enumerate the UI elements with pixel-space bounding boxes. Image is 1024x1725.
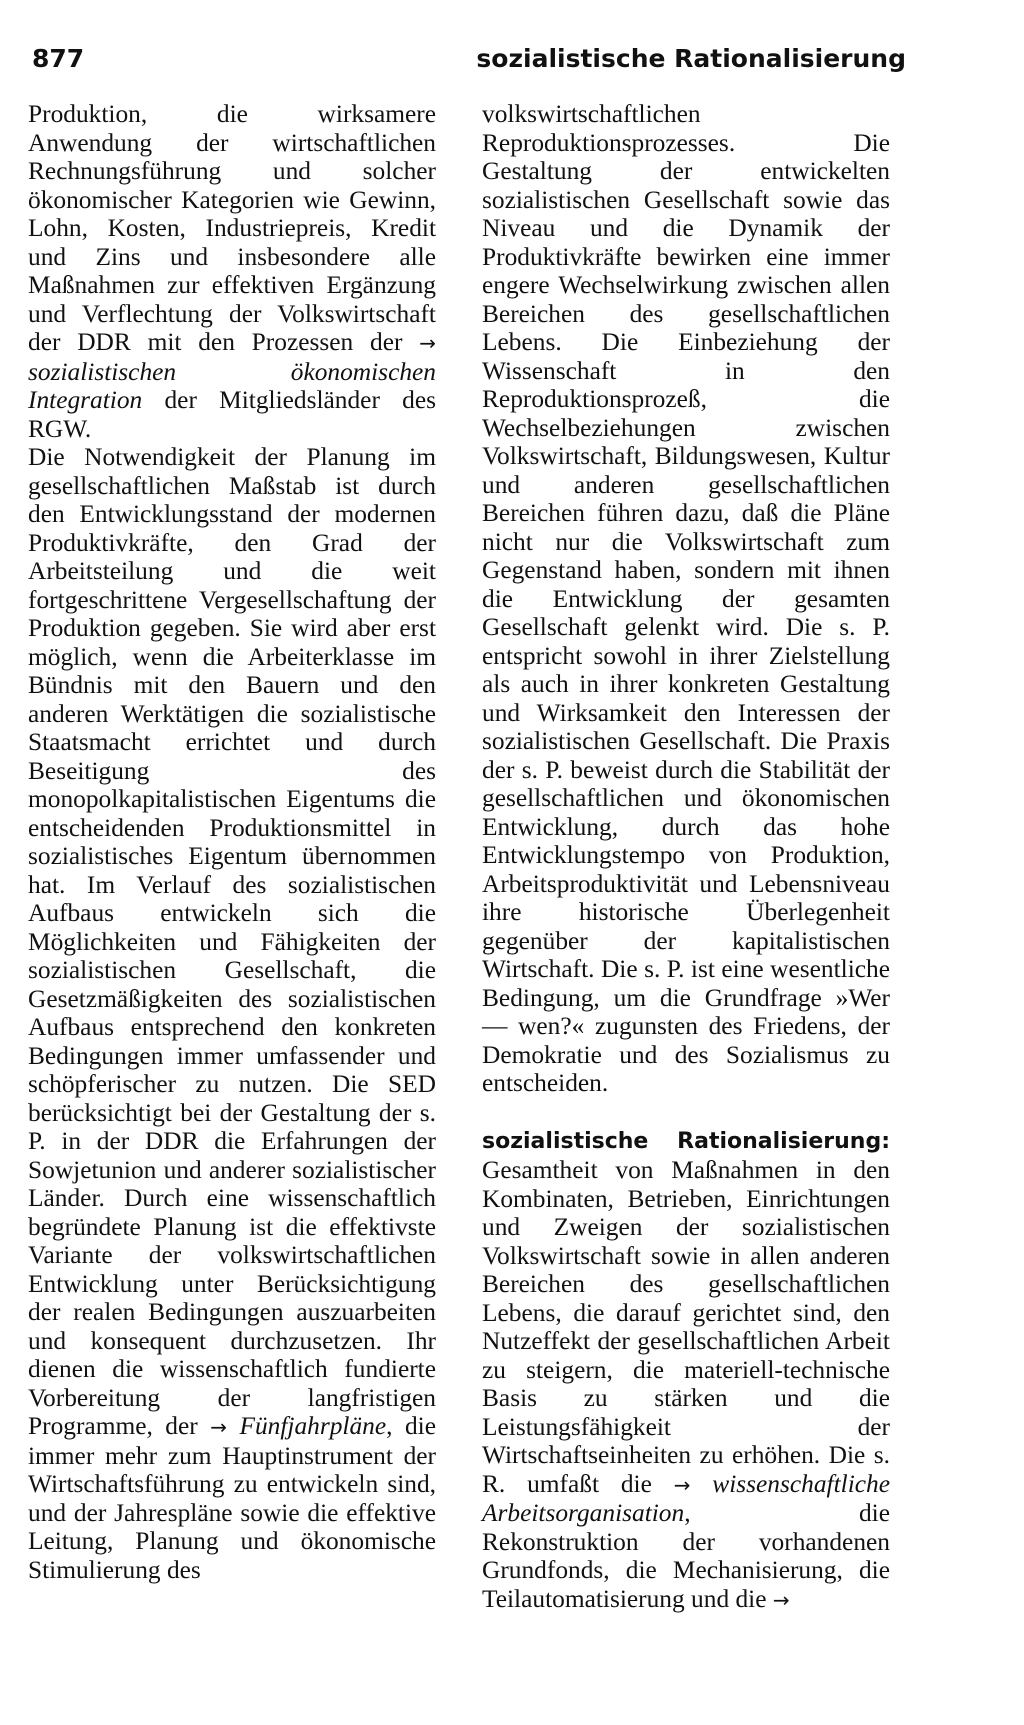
cross-reference-link[interactable]: wissenschaftliche Arbeitsorganisation xyxy=(482,1469,890,1527)
entry-text-continued: , die Rekonstruktion der vorhandenen Grundfonds, die Mechanisierung, die Teilautomatisierung und die xyxy=(482,1499,890,1613)
page-number: 877 xyxy=(32,44,85,73)
cross-reference-arrow-icon: → xyxy=(673,1472,691,1497)
left-p2-text: Die Notwendigkeit der Planung im gesellschaftlichen Maßstab ist durch den Entwicklungsstand der modernen Produktivkräfte, den Grad der Arbeitsteilung und die weit fortgeschrittene Vergesellschaftung der Produktion gegeben. Sie wird aber erst möglich, wenn die Arbeiterklasse im Bündnis mit den Bauern und den anderen Werktätigen die sozialistische Staatsmacht errichtet und durch Beseitigung des monopolkapitalistischen Eigentums die entscheidenden Produktionsmittel in sozialistisches Eigentum übernommen hat. Im Verlauf des sozialistischen Aufbaus entwickeln sich die Möglichkeiten und Fähigkeiten der sozialistischen Gesellschaft, die Gesetzmäßigkeiten des sozialistischen Aufbaus entsprechend den konkreten Bedingungen immer umfassender und schöpferischer zu nutzen. Die SED berücksichtigt bei der Gestaltung der s. P. in der DDR die Erfahrungen der Sowjetunion und anderer sozialistischer Länder. Durch eine wissenschaftlich begründete Planung ist die effektivste Variante der volkswirtschaftlichen Entwicklung unter Berücksichtigung der realen Bedingungen auszuarbeiten und konsequent durchzusetzen. Ihr dienen die wissenschaftlich fundierte Vorbereitung der langfristigen Programme, der xyxy=(28,443,436,1440)
entry-headword: sozialistische Rationalisierung: xyxy=(482,1128,890,1154)
running-title: sozialistische Rationalisierung xyxy=(476,44,906,73)
left-column xyxy=(28,100,436,1584)
left-paragraph-2 xyxy=(28,443,436,1584)
dictionary-entry xyxy=(482,1126,890,1615)
left-p1-text: Produktion, die wirksamere Anwendung der wirtschaftlichen Rechnungsführung und solcher ökonomischer Kategorien wie Gewinn, Lohn, Kosten, Industriepreis, Kredit und Zins und insbesondere alle Maßnahmen zur effektiven Ergänzung und Verflechtung der Volkswirtschaft der DDR mit den Prozessen der xyxy=(28,100,436,356)
cross-reference-link[interactable]: sozialistischen ökonomischen Integration xyxy=(28,357,436,414)
cross-reference-link[interactable]: Fünfjahrpläne xyxy=(239,1412,387,1440)
entry-separator xyxy=(482,1098,890,1126)
left-paragraph-1 xyxy=(28,100,436,443)
entry-text: Gesamtheit von Maßnahmen in den Kombinaten, Betrieben, Einrichtungen und Zweigen der sozialistischen Volkswirtschaft sowie in allen anderen Bereichen des gesellschaftlichen Lebens, die darauf gerichtet sind, den Nutzeffekt der gesellschaftlichen Arbeit zu steigern, die materiell-technische Basis zu stärken und die Leistungsfähigkeit der Wirtschaftseinheiten zu erhöhen. Die s. R. umfaßt die xyxy=(482,1156,890,1498)
cross-reference-arrow-icon: → xyxy=(210,1415,227,1439)
left-p2-tail: , die immer mehr zum Hauptinstrument der Wirtschaftsführung zu entwickeln sind, und der Jahrespläne sowie die effektive Leitung, Planung und ökonomische Stimulierung des xyxy=(28,1412,436,1584)
right-column xyxy=(482,100,890,1614)
cross-reference-arrow-icon: → xyxy=(772,1587,790,1612)
right-paragraph-1: volkswirtschaftlichen Reproduktionsprozesses. Die Gestaltung der entwickelten sozialistischen Gesellschaft sowie das Niveau und die Dynamik der Produktivkräfte bewirken eine immer engere Wechselwirkung zwischen allen Bereichen des gesellschaftlichen Lebens. Die Einbeziehung der Wissenschaft in den Reproduktionsprozeß, die Wechselbeziehungen zwischen Volkswirtschaft, Bildungswesen, Kultur und anderen gesellschaftlichen Bereichen führen dazu, daß die Pläne nicht nur die Volkswirtschaft zum Gegenstand haben, sondern mit ihnen die Entwicklung der gesamten Gesellschaft gelenkt wird. Die s. P. entspricht sowohl in ihrer Zielstellung als auch in ihrer konkreten Gestaltung und Wirksamkeit den Interessen der sozialistischen Gesellschaft. Die Praxis der s. P. beweist durch die Stabilität der gesellschaftlichen und ökonomischen Entwicklung, durch das hohe Entwicklungstempo von Produktion, Arbeitsproduktivität und Lebensniveau ihre historische Überlegenheit gegenüber der kapitalistischen Wirtschaft. Die s. P. ist eine wesentliche Bedingung, um die Grundfrage »Wer — wen?« zugunsten des Friedens, der Demokratie und des Sozialismus zu entscheiden. xyxy=(482,100,890,1097)
cross-reference-arrow-icon: → xyxy=(419,331,436,355)
left-p1-tail: der Mitgliedsländer des RGW. xyxy=(28,386,436,443)
